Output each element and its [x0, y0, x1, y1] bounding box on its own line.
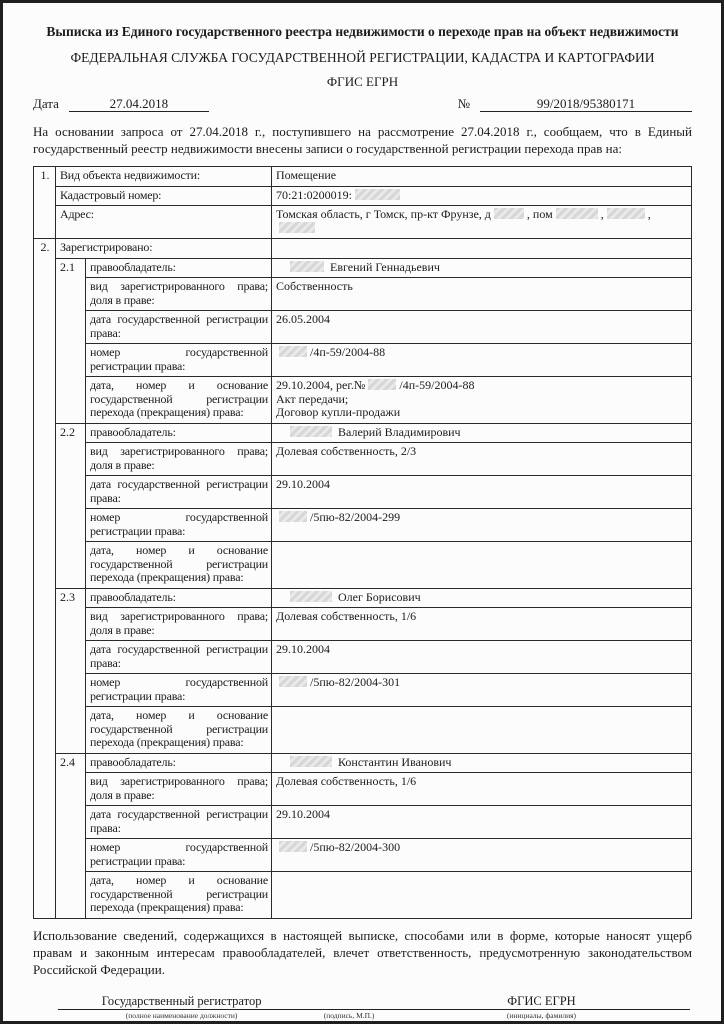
signature-right [393, 993, 690, 1020]
reg-number-label: номер государственной регистрации права: [86, 344, 272, 377]
table-row [34, 608, 692, 641]
subsection-number: 2.1 [56, 258, 86, 423]
redaction-block [290, 591, 332, 602]
holder-label: правообладатель: [86, 423, 272, 443]
number-label: № [457, 96, 470, 111]
holder-label: правообладатель: [86, 588, 272, 608]
transfer-value-empty [272, 542, 692, 589]
redaction-block [279, 346, 307, 357]
table-row [34, 641, 692, 674]
holder-value [272, 423, 692, 443]
signature-right-caption: (инициалы, фамилия) [506, 1010, 577, 1020]
signature-left [58, 993, 305, 1020]
reg-date-label: дата государственной регистрации права: [86, 311, 272, 344]
right-kind-label: вид зарегистрированного права; доля в праве: [86, 773, 272, 806]
address-label: Адрес: [56, 206, 272, 239]
holder-label: правообладатель: [86, 258, 272, 278]
cadastral-label: Кадастровый номер: [56, 186, 272, 206]
table-row [34, 186, 692, 206]
transfer-value-empty [272, 707, 692, 754]
holder-name: Валерий Владимирович [338, 424, 461, 439]
holder-value [272, 258, 692, 278]
date-label: Дата [33, 96, 59, 111]
table-row [34, 258, 692, 278]
right-kind-label: вид зарегистрированного права; доля в праве: [86, 443, 272, 476]
subsection-number: 2.3 [56, 588, 86, 753]
holder-value [272, 588, 692, 608]
redaction-block [607, 208, 645, 219]
redaction-block [279, 841, 307, 852]
reg-date-label: дата государственной регистрации права: [86, 641, 272, 674]
transfer-line1-suffix: /4п-59/2004-88 [399, 378, 475, 392]
transfer-label: дата, номер и основание государственной регистрации перехода (прекращения) права: [86, 542, 272, 589]
table-row [34, 707, 692, 754]
redaction-block [279, 511, 307, 522]
reg-number-value [272, 344, 692, 377]
table-row [34, 423, 692, 443]
reg-date-label: дата государственной регистрации права: [86, 806, 272, 839]
table-row [34, 206, 692, 239]
reg-number-label: номер государственной регистрации права: [86, 509, 272, 542]
table-row [34, 377, 692, 424]
address-part: , пом [526, 207, 553, 221]
subsection-number: 2.4 [56, 753, 86, 918]
transfer-line1 [276, 379, 688, 393]
subsection-number: 2.2 [56, 423, 86, 588]
transfer-value [272, 377, 692, 424]
registered-value-empty [272, 239, 692, 259]
table-row [34, 344, 692, 377]
right-kind-value: Долевая собственность, 1/6 [272, 608, 692, 641]
redaction-block [279, 222, 315, 233]
reg-number-text: /5пю-82/2004-300 [310, 840, 401, 854]
reg-date-value: 29.10.2004 [272, 806, 692, 839]
system-name: ФГИС ЕГРН [326, 74, 399, 89]
transfer-label: дата, номер и основание государственной регистрации перехода (прекращения) права: [86, 872, 272, 919]
agency-name: ФЕДЕРАЛЬНАЯ СЛУЖБА ГОСУДАРСТВЕННОЙ РЕГИСТРАЦИИ, КАДАСТРА И КАРТОГРАФИИ [70, 50, 655, 65]
table-row [34, 588, 692, 608]
right-kind-value: Долевая собственность, 1/6 [272, 773, 692, 806]
reg-date-value: 29.10.2004 [272, 641, 692, 674]
redaction-block [290, 261, 324, 272]
address-part: , [600, 207, 604, 221]
address-value [272, 206, 692, 239]
cadastral-value [272, 186, 692, 206]
signature-right-line: ФГИС ЕГРН [393, 993, 690, 1010]
right-kind-value: Собственность [272, 278, 692, 311]
right-kind-label: вид зарегистрированного права; доля в праве: [86, 608, 272, 641]
table-row [34, 476, 692, 509]
intro-paragraph: На основании запроса от 27.04.2018 г., поступившего на рассмотрение 27.04.2018 г., сообщаем, что в Единый государственный реестр недвижимости внесены записи о государственной регистрации перехода прав на: [33, 124, 692, 156]
reg-number-text: /5пю-82/2004-301 [310, 675, 401, 689]
section2-number: 2. [34, 239, 56, 919]
reg-number-label: номер государственной регистрации права: [86, 674, 272, 707]
object-kind-value: Помещение [272, 167, 692, 187]
signature-left-caption: (полное наименование должности) [125, 1010, 238, 1020]
signature-block [33, 993, 692, 1020]
transfer-label: дата, номер и основание государственной регистрации перехода (прекращения) права: [86, 377, 272, 424]
number-value: 99/2018/95380171 [480, 96, 692, 112]
right-kind-label: вид зарегистрированного права; доля в праве: [86, 278, 272, 311]
table-row [34, 674, 692, 707]
table-row [34, 753, 692, 773]
transfer-line1-prefix: 29.10.2004, рег.№ [276, 378, 366, 392]
signature-left-line: Государственный регистратор [58, 993, 305, 1010]
transfer-label: дата, номер и основание государственной регистрации перехода (прекращения) права: [86, 707, 272, 754]
reg-number-text: /5пю-82/2004-299 [310, 510, 401, 524]
table-row [34, 167, 692, 187]
registered-label: Зарегистрировано: [56, 239, 272, 259]
redaction-block [556, 208, 598, 219]
redaction-block [494, 208, 524, 219]
transfer-value-empty [272, 872, 692, 919]
reg-number-label: номер государственной регистрации права: [86, 839, 272, 872]
holder-name: Олег Борисович [338, 589, 421, 604]
document-title: Выписка из Единого государственного реестра недвижимости о переходе прав на объект недвижимости [46, 24, 679, 39]
table-row [34, 773, 692, 806]
cadastral-prefix: 70:21:0200019: [276, 187, 353, 202]
reg-date-label: дата государственной регистрации права: [86, 476, 272, 509]
table-row [34, 839, 692, 872]
table-row [34, 542, 692, 589]
redaction-block [355, 189, 400, 200]
holder-value [272, 753, 692, 773]
holder-label: правообладатель: [86, 753, 272, 773]
reg-number-value [272, 839, 692, 872]
transfer-line3: Договор купли-продажи [276, 405, 401, 419]
right-kind-value: Долевая собственность, 2/3 [272, 443, 692, 476]
date-value: 27.04.2018 [69, 96, 209, 112]
table-row [34, 509, 692, 542]
address-part: , [647, 207, 651, 221]
reg-date-value: 29.10.2004 [272, 476, 692, 509]
reg-date-value: 26.05.2004 [272, 311, 692, 344]
date-number-row [33, 96, 692, 112]
table-row [34, 239, 692, 259]
registry-table [33, 166, 692, 919]
object-kind-label: Вид объекта недвижимости: [56, 167, 272, 187]
table-row [34, 311, 692, 344]
holder-name: Евгений Геннадьевич [330, 259, 440, 274]
redaction-block [290, 756, 332, 767]
redaction-block [279, 676, 307, 687]
signature-middle-line [305, 993, 393, 1010]
table-row [34, 872, 692, 919]
section1-number: 1. [34, 167, 56, 239]
address-part: Томская область, г Томск, пр-кт Фрунзе, д [276, 207, 491, 221]
holder-name: Константин Иванович [338, 754, 452, 769]
table-row [34, 278, 692, 311]
table-row [34, 443, 692, 476]
reg-number-value [272, 509, 692, 542]
transfer-line2: Акт передачи; [276, 391, 349, 406]
signature-middle [305, 993, 393, 1020]
redaction-block [368, 379, 396, 390]
redaction-block [290, 426, 332, 437]
signature-middle-caption: (подпись, М.П.) [323, 1010, 375, 1020]
reg-number-text: /4п-59/2004-88 [310, 345, 386, 359]
table-row [34, 806, 692, 839]
warning-paragraph: Использование сведений, содержащихся в настоящей выписке, способами или в форме, которые наносят ущерб правам и законным интересам правообладателей, влечет ответственность, предусмотренную законодательством Российской Федерации. [33, 927, 692, 977]
reg-number-value [272, 674, 692, 707]
